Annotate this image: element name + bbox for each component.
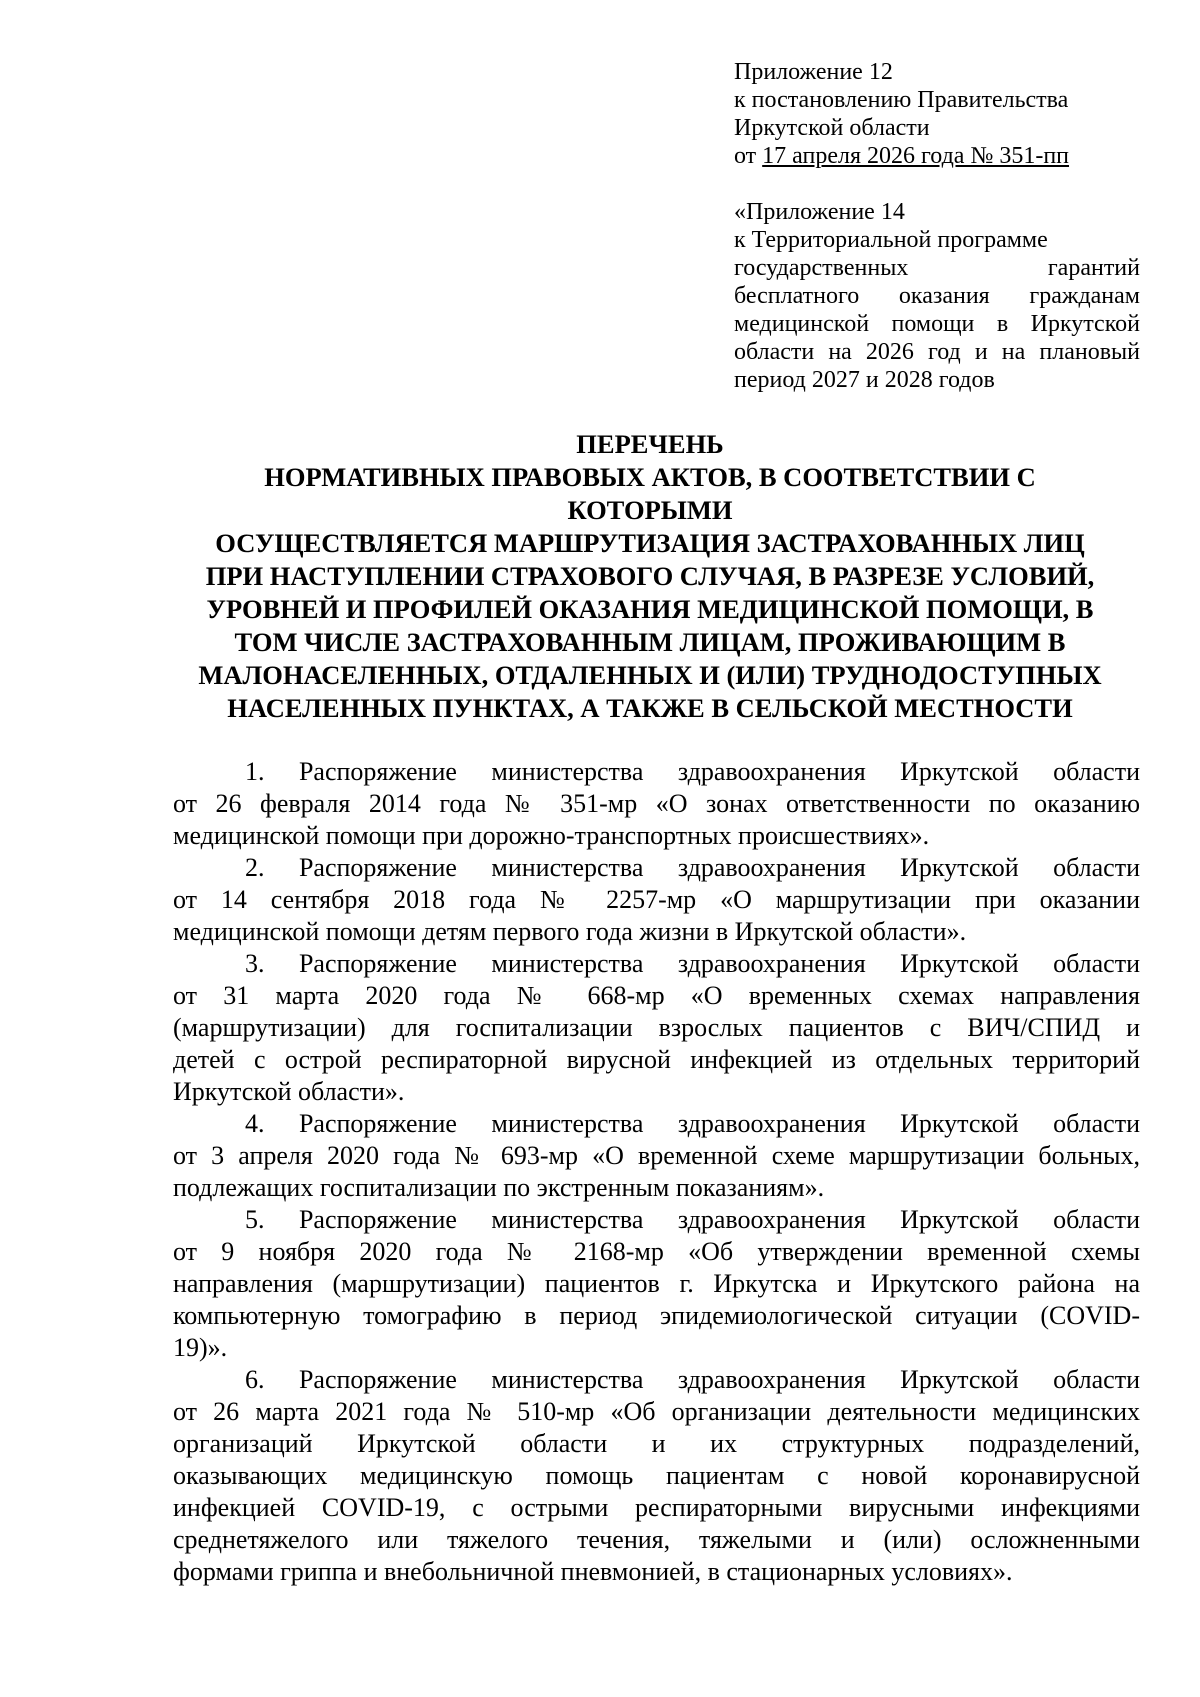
list-item-line: (маршрутизации) для госпитализации взрослых пациентов с ВИЧ/СПИД и <box>173 1013 1140 1042</box>
program-ref-line: «Приложение 14 <box>734 199 905 225</box>
list-item-line: от 31 марта 2020 года № 668-мр «О временных схемах направления <box>173 981 1140 1010</box>
list-item <box>173 948 1140 1108</box>
program-reference <box>734 198 1140 394</box>
list-item-line: 5. Распоряжение министерства здравоохранения Иркутской области <box>245 1205 1140 1234</box>
title-line: НАСЕЛЕННЫХ ПУНКТАХ, А ТАКЖЕ В СЕЛЬСКОЙ МЕСТНОСТИ <box>227 693 1073 723</box>
program-ref-line: к Территориальной программе <box>734 227 1048 253</box>
appendix-date-prefix: от <box>734 143 763 169</box>
list-item <box>173 1364 1140 1588</box>
title-line: НОРМАТИВНЫХ ПРАВОВЫХ АКТОВ, В СООТВЕТСТВИИ С <box>264 462 1036 492</box>
list-item-line: медицинской помощи детям первого года жизни в Иркутской области». <box>173 917 967 946</box>
list-item <box>173 756 1140 852</box>
program-ref-line: период 2027 и 2028 годов <box>734 367 995 393</box>
title-line: ПЕРЕЧЕНЬ <box>576 429 724 459</box>
appendix-date-line <box>734 142 1134 170</box>
regulations-list <box>173 756 1140 1588</box>
document-title <box>160 428 1140 725</box>
list-item-line: среднетяжелого или тяжелого течения, тяжелыми и (или) осложненными <box>173 1525 1140 1554</box>
list-item-line: от 9 ноября 2020 года № 2168-мр «Об утверждении временной схемы <box>173 1237 1140 1266</box>
list-item-line: подлежащих госпитализации по экстренным показаниям». <box>173 1173 825 1202</box>
list-item-line: оказывающих медицинскую помощь пациентам с новой коронавирусной <box>173 1461 1140 1490</box>
appendix-date-value: 17 апреля 2026 года № 351-пп <box>762 143 1070 169</box>
title-line: МАЛОНАСЕЛЕННЫХ, ОТДАЛЕННЫХ И (ИЛИ) ТРУДНОДОСТУПНЫХ <box>198 660 1102 690</box>
title-line: ТОМ ЧИСЛЕ ЗАСТРАХОВАННЫМ ЛИЦАМ, ПРОЖИВАЮЩИМ В <box>234 627 1066 657</box>
title-line: ПРИ НАСТУПЛЕНИИ СТРАХОВОГО СЛУЧАЯ, В РАЗРЕЗЕ УСЛОВИЙ, <box>205 561 1095 591</box>
appendix-region: Иркутской области <box>734 115 930 141</box>
appendix-resolution: к постановлению Правительства <box>734 87 1069 113</box>
list-item-line: организаций Иркутской области и их структурных подразделений, <box>173 1429 1140 1458</box>
list-item-line: от 26 февраля 2014 года № 351-мр «О зонах ответственности по оказанию <box>173 789 1140 818</box>
list-item-line: 19)». <box>173 1333 228 1362</box>
list-item-line: от 3 апреля 2020 года № 693-мр «О временной схеме маршрутизации больных, <box>173 1141 1140 1170</box>
list-item-line: 2. Распоряжение министерства здравоохранения Иркутской области <box>245 853 1140 882</box>
list-item-line: 1. Распоряжение министерства здравоохранения Иркутской области <box>245 757 1140 786</box>
list-item-line: компьютерную томографию в период эпидемиологической ситуации (COVID- <box>173 1301 1140 1330</box>
list-item-line: 4. Распоряжение министерства здравоохранения Иркутской области <box>245 1109 1140 1138</box>
list-item-line: от 26 марта 2021 года № 510-мр «Об организации деятельности медицинских <box>173 1397 1140 1426</box>
title-line: ОСУЩЕСТВЛЯЕТСЯ МАРШРУТИЗАЦИЯ ЗАСТРАХОВАННЫХ ЛИЦ <box>215 528 1085 558</box>
list-item-line: медицинской помощи при дорожно-транспортных происшествиях». <box>173 821 930 850</box>
list-item <box>173 1108 1140 1204</box>
program-ref-line: бесплатного оказания гражданам <box>734 283 1140 309</box>
list-item-line: детей с острой респираторной вирусной инфекцией из отдельных территорий <box>173 1045 1140 1074</box>
list-item-line: формами гриппа и внебольничной пневмонией, в стационарных условиях». <box>173 1557 1013 1586</box>
title-line: КОТОРЫМИ <box>567 495 733 525</box>
list-item-line: от 14 сентября 2018 года № 2257-мр «О маршрутизации при оказании <box>173 885 1140 914</box>
list-item-line: Иркутской области». <box>173 1077 405 1106</box>
program-ref-line: медицинской помощи в Иркутской <box>734 311 1140 337</box>
appendix-header <box>734 58 1134 170</box>
list-item-line: 6. Распоряжение министерства здравоохранения Иркутской области <box>245 1365 1140 1394</box>
program-ref-line: государственных гарантий <box>734 255 1140 281</box>
program-ref-line: области на 2026 год и на плановый <box>734 339 1140 365</box>
list-item <box>173 1204 1140 1364</box>
list-item-line: направления (маршрутизации) пациентов г. Иркутска и Иркутского района на <box>173 1269 1140 1298</box>
appendix-number: Приложение 12 <box>734 59 893 85</box>
list-item-line: инфекцией COVID-19, с острыми респираторными вирусными инфекциями <box>173 1493 1140 1522</box>
title-line: УРОВНЕЙ И ПРОФИЛЕЙ ОКАЗАНИЯ МЕДИЦИНСКОЙ ПОМОЩИ, В <box>206 594 1094 624</box>
list-item-line: 3. Распоряжение министерства здравоохранения Иркутской области <box>245 949 1140 978</box>
list-item <box>173 852 1140 948</box>
